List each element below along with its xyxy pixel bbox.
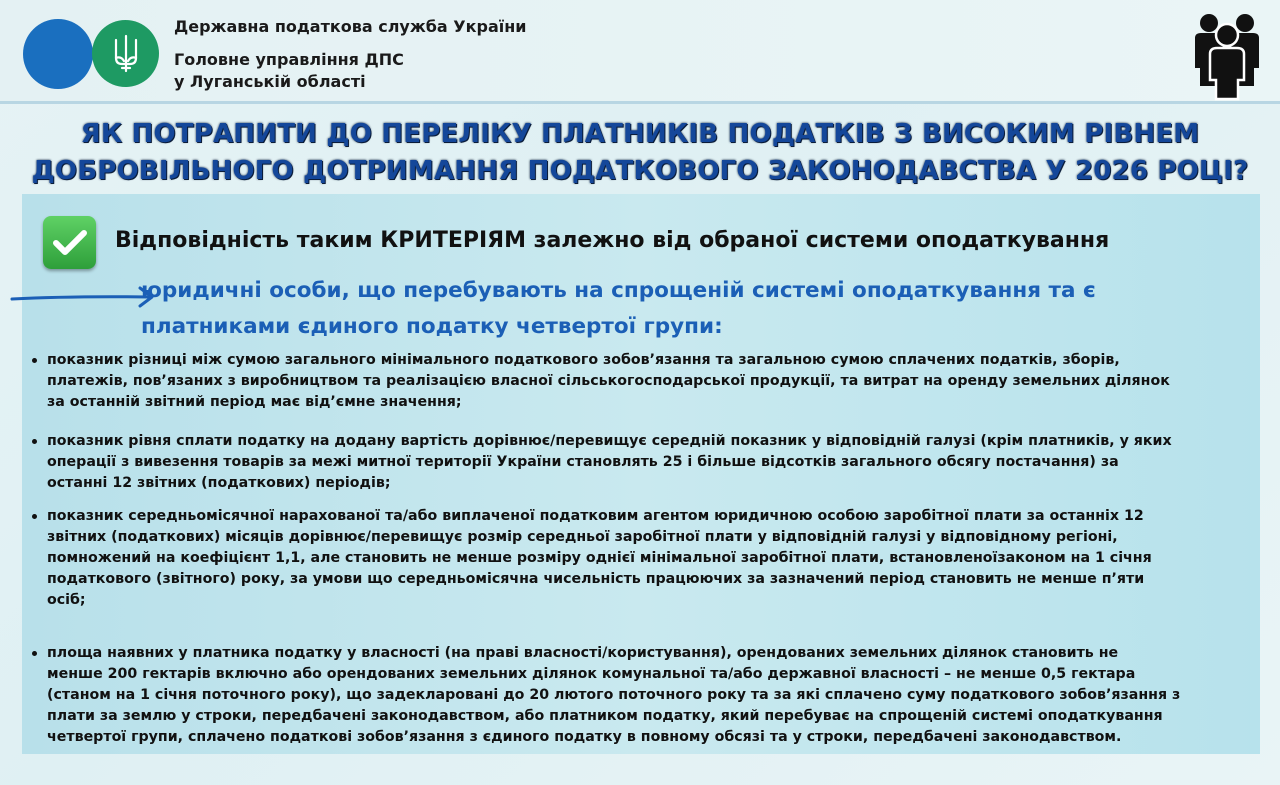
item-line: (станом на 1 січня поточного року), що задекларовані до 20 лютого поточного року та за які сплачено суму податкового зобов’язання з (47, 687, 1181, 703)
item-line: звітних (податкових) місяців дорівнює/перевищує розмір середньої заробітної плати у відповідній галузі у відповідному регіоні, (47, 529, 1118, 545)
item-line: останні 12 звітних (податкових) періодів; (47, 475, 391, 491)
office-line-1: Головне управління ДПС (174, 50, 404, 69)
list-item (28, 643, 1253, 748)
list-item (28, 431, 1253, 494)
taxpayer-category (141, 273, 1241, 345)
regional-office (174, 49, 404, 93)
office-line-2: у Луганській області (174, 72, 366, 91)
item-line: площа наявних у платника податку у власності (на праві власності/користування), орендованих земельних ділянок становить не (47, 645, 1119, 661)
check-mark-icon (43, 216, 96, 269)
list-item (28, 506, 1253, 611)
item-line: податкового (звітного) року, за умови що середньомісячна чисельність працюючих за зазначений період становить не менше п’яти (47, 571, 1145, 587)
list-item (28, 350, 1253, 413)
title-line-1: ЯК ПОТРАПИТИ ДО ПЕРЕЛІКУ ПЛАТНИКІВ ПОДАТКІВ З ВИСОКИМ РІВНЕМ (80, 119, 1200, 149)
item-line: четвертої групи, сплачено податкові зобов’язання з єдиного податку в повному обсязі та у строки, передбачені законодавством. (47, 729, 1122, 745)
item-line: за останній звітний період має від’ємне значення; (47, 394, 462, 410)
trident-emblem-icon (92, 20, 159, 87)
org-name: Державна податкова служба України (174, 17, 527, 36)
item-line: платежів, пов’язаних з виробництвом та реалізацією власної сільськогосподарської продукції, та витрат на оренду земельних ділянок (47, 373, 1170, 389)
item-line: плати за землю у строки, передбачені законодавством, або платником податку, який перебуває на спрощеній системі оподаткування (47, 708, 1163, 724)
arrow-right-icon (10, 284, 160, 312)
dps-logo-icon (23, 19, 93, 89)
item-line: менше 200 гектарів включно або орендованих земельних ділянок комунальної та/або державної власності – не менше 0,5 гектара (47, 666, 1136, 682)
page-title (0, 116, 1280, 190)
item-line: показник різниці між сумою загального мінімального податкового зобов’язання та загальною сумою сплачених податків, зборів, (47, 352, 1120, 368)
item-line: осіб; (47, 592, 86, 608)
title-line-2: ДОБРОВІЛЬНОГО ДОТРИМАННЯ ПОДАТКОВОГО ЗАКОНОДАВСТВА У 2026 РОЦІ? (31, 156, 1249, 186)
item-line: помножений на коефіцієнт 1,1, але становить не менше розміру однієї мінімальної заробітної плати, встановленоїзаконом на 1 січня (47, 550, 1152, 566)
criteria-list (28, 350, 1253, 748)
item-line: операції з вивезення товарів за межі митної території України становлять 25 і більше відсотків загального обсягу постачання) за (47, 454, 1119, 470)
header-bar (0, 0, 1280, 104)
people-group-icon (1192, 6, 1262, 101)
criteria-heading: Відповідність таким КРИТЕРІЯМ залежно від обраної системи оподаткування (115, 228, 1110, 253)
subtitle-line-1: юридичні особи, що перебувають на спрощеній системі оподаткування та є (141, 278, 1096, 303)
item-line: показник середньомісячної нарахованої та/або виплаченої податковим агентом юридичною особою заробітної плати за останніх 12 (47, 508, 1144, 524)
item-line: показник рівня сплати податку на додану вартість дорівнює/перевищує середній показник у відповідній галузі (крім платників, у яких (47, 433, 1172, 449)
subtitle-line-2: платниками єдиного податку четвертої групи: (141, 314, 723, 339)
